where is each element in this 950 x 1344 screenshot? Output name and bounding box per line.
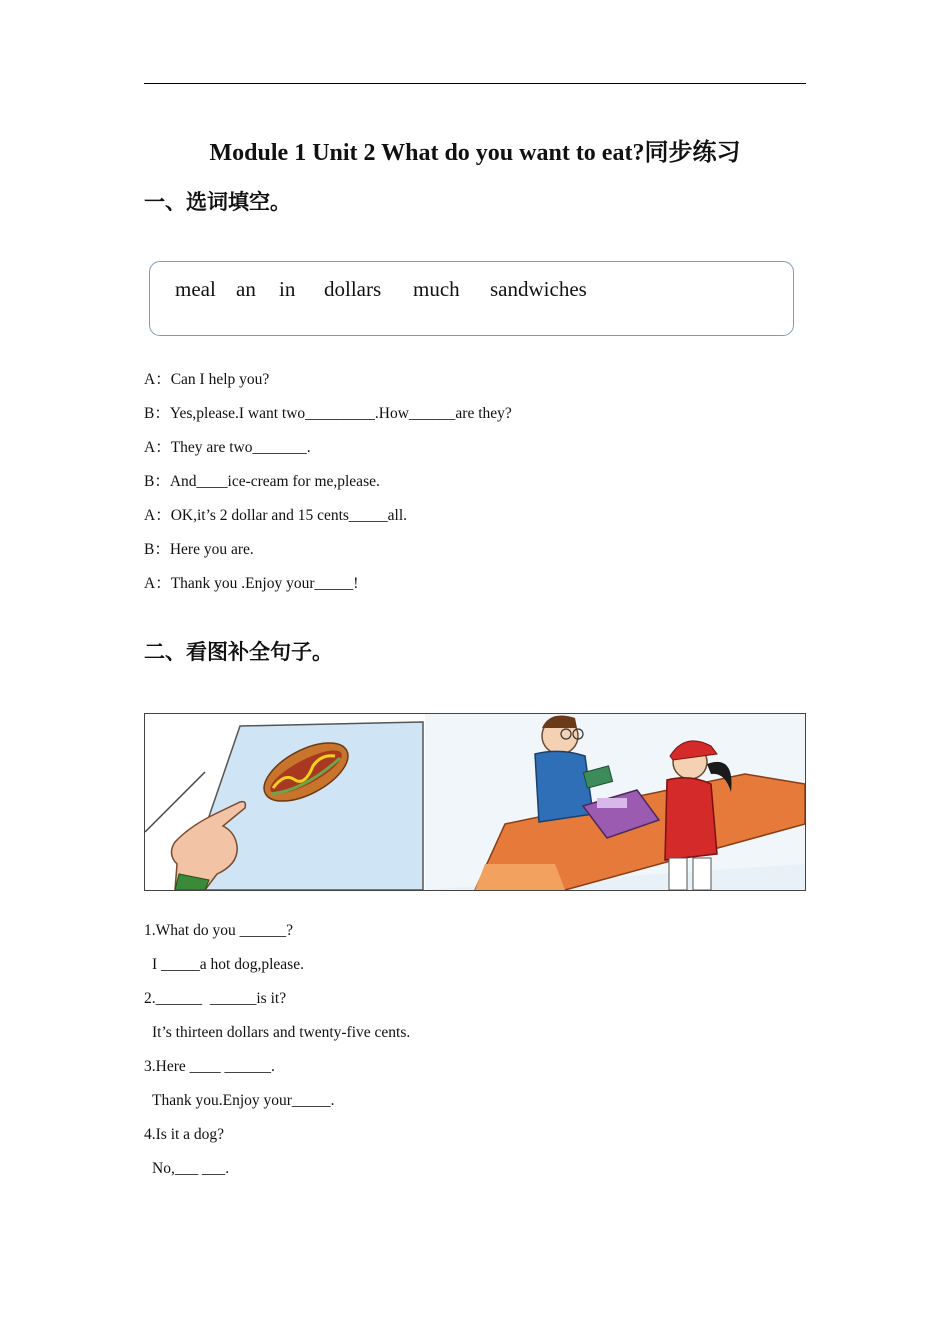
- answer-line: I _____a hot dog,please.: [152, 956, 304, 973]
- dialogue-line: B：And____ice-cream for me,please.: [144, 473, 380, 490]
- question-line: 4.Is it a dog?: [144, 1126, 225, 1143]
- dialogue-line: A：Can I help you?: [144, 371, 270, 388]
- header-rule: [144, 83, 806, 84]
- dialogue-line: A：They are two_______.: [144, 439, 311, 456]
- word-bank-item: sandwiches: [490, 277, 587, 301]
- answer-line: It’s thirteen dollars and twenty-five cents.: [152, 1024, 411, 1041]
- word-bank-item: dollars: [324, 277, 382, 301]
- section2-heading: 二、看图补全句子。: [144, 640, 333, 664]
- answer-line: Thank you.Enjoy your_____.: [152, 1092, 335, 1109]
- word-bank-item: an: [236, 277, 256, 301]
- illustration-hotdog-shop: [144, 713, 806, 891]
- word-bank-item: meal: [175, 277, 216, 301]
- dialogue-line: B：Here you are.: [144, 541, 254, 558]
- illustration-svg: [145, 714, 805, 890]
- question-line: 1.What do you ______?: [144, 922, 293, 939]
- dialogue-line: A：Thank you .Enjoy your_____!: [144, 575, 359, 592]
- dialogue-line: B：Yes,please.I want two_________.How______are they?: [144, 405, 512, 422]
- dialogue-line: A：OK,it’s 2 dollar and 15 cents_____all.: [144, 507, 408, 524]
- question-line: 3.Here ____ ______.: [144, 1058, 275, 1075]
- section1-heading: 一、选词填空。: [144, 190, 291, 214]
- word-bank-item: in: [279, 277, 296, 301]
- question-line: 2.______ ______is it?: [144, 990, 287, 1007]
- word-bank-box: [149, 261, 794, 336]
- answer-line: No,___ ___.: [152, 1160, 230, 1177]
- page-title: Module 1 Unit 2 What do you want to eat?同步练习: [209, 140, 741, 166]
- word-bank-item: much: [413, 277, 460, 301]
